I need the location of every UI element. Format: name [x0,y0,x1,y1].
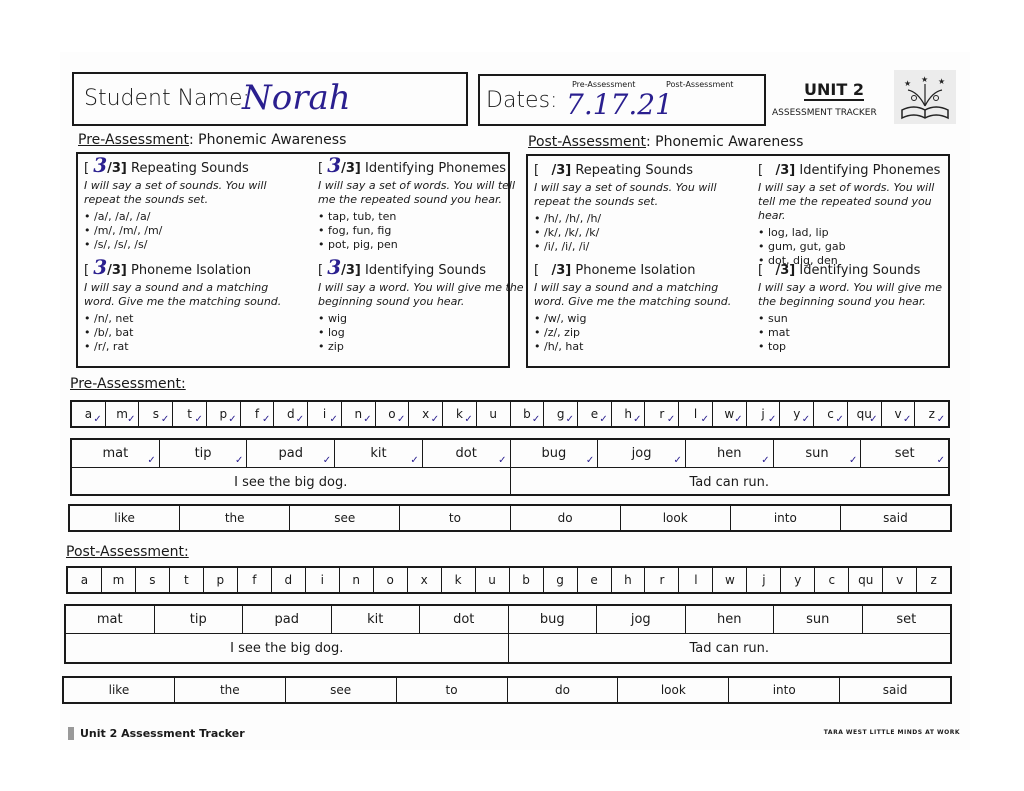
post-sight-word: do [554,683,570,697]
pre-letter: b [523,407,531,421]
check-mark-icon: ✓ [329,414,338,425]
pre-letter: l [693,407,698,421]
post-letter-cell [102,568,136,592]
post-letter-cell [578,568,612,592]
pre-letter: e [590,407,599,421]
pre-letter: f [254,407,260,421]
post-letter: s [149,573,156,587]
pre-letter: qu [856,407,872,421]
post-letter: m [112,573,125,587]
post-letter-cell [849,568,883,592]
pre-word: tip [194,446,212,461]
post-word: dot [453,612,475,627]
pre-sight-word-cell [290,506,400,530]
pre-sight-word: into [773,511,797,525]
pre-date-label: Pre-Assessment [572,80,636,89]
post-letter: v [896,573,904,587]
pre-letter-cell [173,402,207,426]
pre-task-repeating: [ 3/3] Repeating Sounds I will say a set of sounds. You will repeat the sounds set. • /a/, /a/, /a/ • /m/, /m/, /m/ • /s/, /s/, /s/ [84,158,299,252]
check-mark-icon: ✓ [673,455,682,466]
pre-sight-word-cell [621,506,731,530]
check-mark-icon: ✓ [700,414,709,425]
pre-word-cell [247,440,335,467]
pre-word: jog [631,446,652,461]
post-sight-word-cell [508,678,619,702]
pre-word-cell [511,440,599,467]
post-letter-cell [374,568,408,592]
pre-letter-cell [882,402,916,426]
post-word: kit [367,612,384,627]
pre-letter-cell [241,402,275,426]
svg-text:★: ★ [938,77,946,86]
post-word-cell [774,606,863,633]
check-mark-icon: ✓ [194,414,203,425]
pre-sight-word: look [662,511,688,525]
post-word-cell [155,606,244,633]
pre-sight-word-cell [400,506,510,530]
pre-letter-cell [443,402,477,426]
pre-word-cell [423,440,511,467]
svg-text:★: ★ [904,79,912,88]
student-name-value: Norah [242,78,351,118]
check-mark-icon: ✓ [235,455,244,466]
post-letter-cell [510,568,544,592]
check-mark-icon: ✓ [936,455,946,466]
post-date-label: Post-Assessment [666,80,734,89]
post-pa-box [526,154,950,368]
pre-letter-cell [814,402,848,426]
post-sight-words-row [62,676,952,704]
pre-letter-cell [612,402,646,426]
pre-letter-cell [207,402,241,426]
post-letter: r [659,573,665,587]
post-letter: d [284,573,293,587]
post-word: pad [274,612,299,627]
check-mark-icon: ✓ [396,414,406,425]
post-letter-cell [442,568,476,592]
pre-letter-cell [780,402,814,426]
pre-letter-cell [679,402,713,426]
pre-task-identifying-sounds: [ 3/3] Identifying Sounds I will say a word. You will give me the beginning sound you hear. • wig • log • zip [318,260,533,354]
unit-title: UNIT 2 [804,80,864,99]
check-mark-icon: ✓ [734,414,743,425]
pre-word: mat [102,446,129,461]
check-mark-icon: ✓ [228,414,237,425]
post-letter-cell [306,568,340,592]
post-letter-cell [645,568,679,592]
post-task-identifying-sounds: [ /3] Identifying Sounds I will say a word. You will give me the beginning sound you hear. • sun • mat • top [758,264,948,354]
post-sight-word-cell [729,678,840,702]
pre-sight-word-cell [841,506,950,530]
post-letter-cell [917,568,950,592]
post-task-repeating: [ /3] Repeating Sounds I will say a set of sounds. You will repeat the sounds set. • /h/, /h/, /h/ • /k/, /k/, /k/ • /i/, /i/, /i/ [534,164,749,254]
post-letter: i [320,573,324,587]
post-letter: y [794,573,802,587]
pre-pa-box [76,152,524,368]
pre-letter-cell [308,402,342,426]
check-mark-icon: ✓ [363,414,372,425]
post-sentence-2: Tad can run. [689,640,770,656]
post-sight-word: look [660,683,686,697]
pre-sight-word: said [883,511,908,525]
post-letter-cell [68,568,102,592]
pre-letter: w [724,407,735,421]
check-mark-icon: ✓ [801,414,811,425]
pre-letter-cell [848,402,882,426]
pre-letter: h [624,407,632,421]
pre-task-phoneme-isolation: [ 3/3] Phoneme Isolation I will say a sound and a matching word. Give me the matching sound. • /n/, net • /b/, bat • /r/, rat [84,260,299,354]
post-words-grid [64,604,952,664]
pre-letter-cell [915,402,948,426]
pre-word-cell [861,440,948,467]
pre-sentence-2: Tad can run. [689,474,770,490]
post-letter-cell [408,568,442,592]
pre-sight-word: to [448,511,461,525]
post-word: hen [717,612,742,627]
post-letter-cell [136,568,170,592]
post-sight-word: to [445,683,458,697]
post-letter-cell [544,568,578,592]
post-sight-word: like [108,683,130,697]
post-letter: x [420,573,428,587]
pre-letter: y [793,407,801,421]
post-letter-cell [204,568,238,592]
pre-letter: g [556,407,565,421]
pre-assessment-label: Pre-Assessment: [70,376,186,392]
post-sight-word: said [882,683,908,697]
post-word-cell [332,606,421,633]
pre-sight-word: the [224,511,245,525]
check-mark-icon: ✓ [147,455,156,466]
unit-subtitle: ASSESSMENT TRACKER [772,108,877,118]
check-mark-icon: ✓ [761,455,770,466]
post-task-identifying-phonemes: [ /3] Identifying Phonemes I will say a set of words. You will tell me the repeated sound you hear. • log, lad, lip • gum, gut, gab • dot, dig, den [758,164,948,268]
post-letter: qu [858,573,874,587]
post-letter: k [454,573,462,587]
pre-letter-cell [72,402,106,426]
post-letter: l [694,573,698,587]
post-letter-cell [883,568,917,592]
check-mark-icon: ✓ [902,414,912,425]
post-word-cell [863,606,951,633]
post-word: jog [630,612,651,627]
post-word: tip [189,612,207,627]
post-sight-word-cell [840,678,950,702]
check-mark-icon: ✓ [262,414,271,425]
pre-letter-cell [645,402,679,426]
pre-letter: s [152,407,159,421]
post-letter: b [522,573,530,587]
pre-word: pad [278,446,303,461]
post-letter: e [590,573,598,587]
pre-letter: n [354,407,363,421]
pre-letter: p [219,407,228,421]
pre-word-cell [72,440,160,467]
post-sight-word: into [772,683,796,697]
post-word-cell [66,606,155,633]
pre-sight-words-row [68,504,952,532]
post-word-cell [243,606,332,633]
post-word: mat [96,612,123,627]
post-letter: a [80,573,89,587]
post-word: set [896,612,917,627]
post-sight-word: see [330,683,352,697]
pre-sentence-1: I see the big dog. [72,468,511,496]
post-letter-cell [781,568,815,592]
dates-box [478,74,766,126]
check-mark-icon: ✓ [848,455,858,466]
pre-letter: j [761,407,765,421]
check-mark-icon: ✓ [936,414,946,425]
post-letter: n [352,573,361,587]
pre-letter-cell [747,402,781,426]
pre-word-cell [335,440,423,467]
post-task-phoneme-isolation: [ /3] Phoneme Isolation I will say a sound and a matching word. Give me the matching sound. • /w/, wig • /z/, zip • /h/, hat [534,264,749,354]
pre-letter: c [827,407,834,421]
pre-word-cell [160,440,248,467]
post-letter-cell [815,568,849,592]
post-word: sun [806,612,830,627]
pre-letter: k [455,407,463,421]
post-letter: z [930,573,937,587]
post-letter: f [252,573,257,587]
pre-sight-word-cell [731,506,841,530]
pre-letters-row [70,400,950,428]
post-word: bug [539,612,565,627]
post-letter-cell [238,568,272,592]
pre-letter: a [84,407,93,421]
footer-title: Unit 2 Assessment Tracker [68,727,245,740]
pre-sight-word: like [114,511,135,525]
pre-word: sun [805,446,829,461]
pre-word: kit [370,446,387,461]
pre-letter: z [928,407,935,421]
check-mark-icon: ✓ [160,414,170,425]
pre-sight-word-cell [180,506,290,530]
student-name-box [72,72,468,126]
pre-letter-cell [376,402,410,426]
post-letter: t [184,573,189,587]
pre-letter-cell [106,402,140,426]
pre-letter: d [286,407,295,421]
post-letter: p [216,573,225,587]
check-mark-icon: ✓ [322,455,332,466]
post-word-cell [509,606,598,633]
post-letter-cell [476,568,510,592]
post-letter-cell [713,568,747,592]
check-mark-icon: ✓ [633,414,642,425]
post-sentence-1: I see the big dog. [66,634,509,662]
check-mark-icon: ✓ [430,414,440,425]
post-sight-word-cell [286,678,397,702]
post-letters-row [66,566,952,594]
post-letter: u [488,573,496,587]
pre-sight-word: see [334,511,356,525]
pre-letter-cell [274,402,308,426]
pre-letter: v [894,407,902,421]
pre-letter: o [388,407,396,421]
post-letter: j [762,573,766,587]
check-mark-icon: ✓ [498,455,507,466]
pre-letter: i [322,407,327,421]
check-mark-icon: ✓ [666,414,676,425]
check-mark-icon: ✓ [93,414,102,425]
pre-letter-cell [477,402,511,426]
check-mark-icon: ✓ [464,414,473,425]
pre-sight-word-cell [70,506,180,530]
post-letter-cell [679,568,713,592]
pre-letter: r [659,407,665,421]
check-mark-icon: ✓ [585,455,595,466]
pre-letter-cell [511,402,545,426]
post-letter: h [624,573,632,587]
post-sight-word-cell [397,678,508,702]
check-mark-icon: ✓ [295,414,305,425]
post-letter-cell [170,568,204,592]
pre-word: set [894,446,915,461]
post-letter: c [828,573,836,587]
post-letter: o [386,573,394,587]
dates-label: Dates: [486,88,558,113]
pre-sight-word: do [557,511,573,525]
post-letter-cell [272,568,306,592]
pre-words-grid [70,438,950,496]
post-letter-cell [612,568,646,592]
post-sight-word: the [219,683,240,697]
check-mark-icon: ✓ [127,414,136,425]
footer-credit: TARA WEST LITTLE MINDS AT WORK [823,729,960,736]
post-assessment-label: Post-Assessment: [66,544,189,560]
check-mark-icon: ✓ [531,414,541,425]
post-letter: g [556,573,564,587]
post-letter-cell [340,568,374,592]
check-mark-icon: ✓ [410,455,419,466]
post-word-cell [597,606,686,633]
pre-letter: u [489,407,497,421]
check-mark-icon: ✓ [835,414,844,425]
post-pa-heading: Post-Assessment: Phonemic Awareness [528,134,804,150]
post-sight-word-cell [618,678,729,702]
svg-text:★: ★ [921,75,929,84]
pre-letter-cell [713,402,747,426]
pre-sight-word-cell [511,506,621,530]
check-mark-icon: ✓ [565,414,575,425]
post-word-cell [420,606,509,633]
pre-word: bug [541,446,567,461]
check-mark-icon: ✓ [768,414,777,425]
check-mark-icon: ✓ [599,414,608,425]
check-mark-icon: ✓ [869,414,878,425]
pre-letter-cell [578,402,612,426]
pre-letter: m [116,407,128,421]
pre-letter-cell [409,402,443,426]
pre-word: hen [717,446,742,461]
pre-letter-cell [544,402,578,426]
pre-date-value: 7.17.21 [566,88,673,121]
pre-word-cell [598,440,686,467]
pre-word: dot [455,446,477,461]
pre-letter: t [187,407,192,421]
assessment-sheet [60,52,970,750]
pre-word-cell [774,440,862,467]
post-sight-word-cell [175,678,286,702]
pre-letter: x [422,407,430,421]
post-sight-word-cell [64,678,175,702]
pre-task-identifying-phonemes: [ 3/3] Identifying Phonemes I will say a set of words. You will tell me the repeated sound you hear. • tap, tub, ten • fog, fun, fig • pot, pig, pen [318,158,533,252]
pre-letter-cell [342,402,376,426]
post-word-cell [686,606,775,633]
pre-word-cell [686,440,774,467]
post-letter: w [724,573,735,587]
pre-letter-cell [139,402,173,426]
pre-pa-heading: Pre-Assessment: Phonemic Awareness [78,132,347,148]
student-name-label: Student Name: [84,86,250,111]
post-letter-cell [747,568,781,592]
open-book-with-stars-icon [894,70,956,124]
